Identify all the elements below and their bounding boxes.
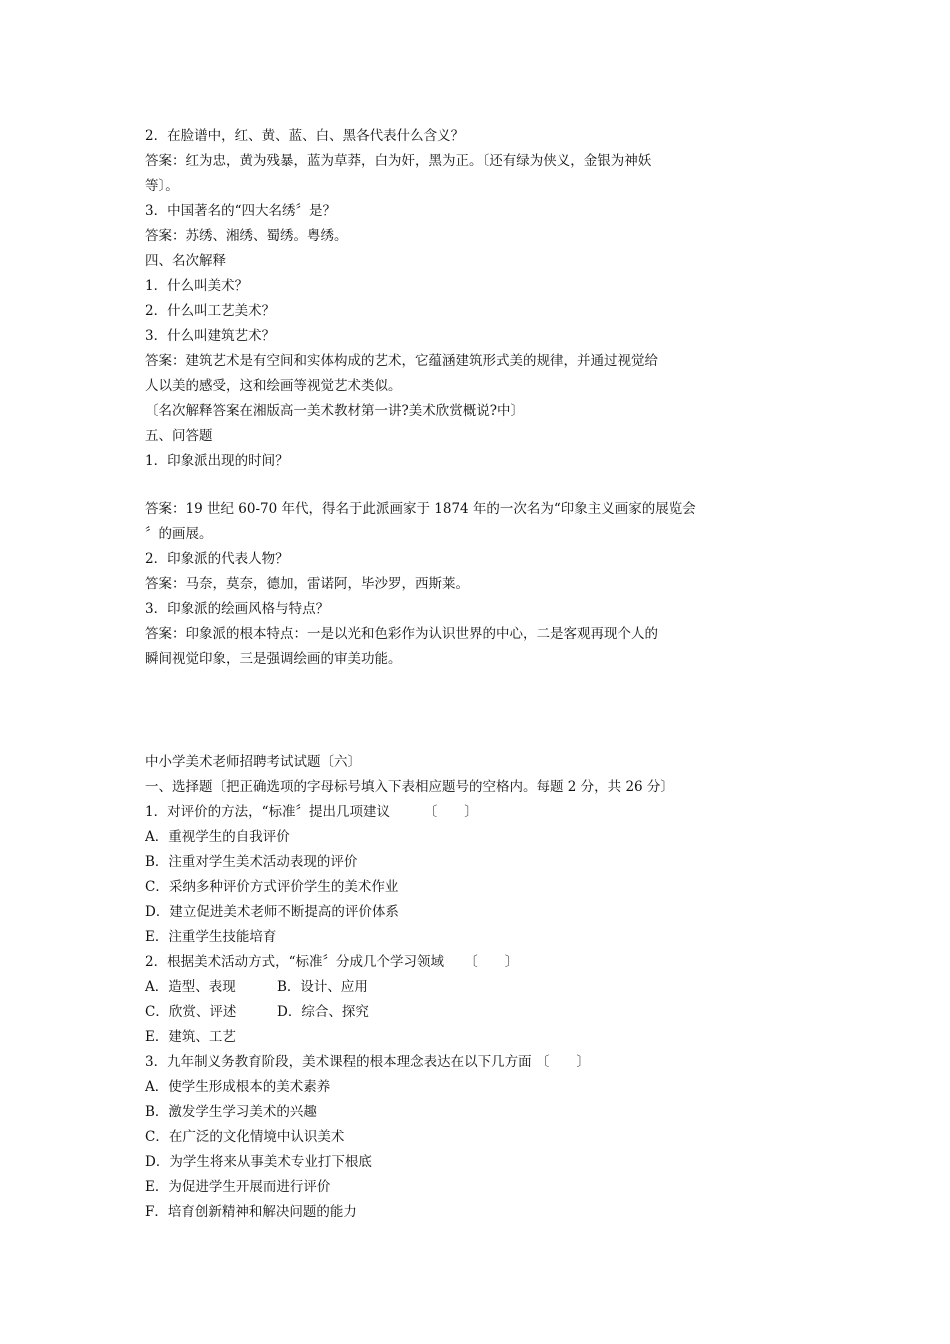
question-3: 3．中国著名的“四大名绣〞是？	[145, 203, 336, 219]
qa-question-1: 1．印象派出现的时间？	[145, 453, 289, 469]
option-item: C．欣赏、评述	[145, 1004, 237, 1020]
qa-answer-1-line-2: 〞的画展。	[145, 526, 213, 542]
option-item: E．注重学生技能培育	[145, 929, 277, 945]
option-item: B．设计、应用	[277, 979, 368, 995]
definition-question-1: 1．什么叫美术？	[145, 278, 249, 294]
definition-answer-3-line-1: 答案：建筑艺术是有空间和实体构成的艺术，它蕴涵建筑形式美的规律，并通过视觉给	[145, 353, 658, 369]
section-heading-qa: 五、问答题	[145, 428, 213, 444]
qa-question-2: 2．印象派的代表人物？	[145, 551, 289, 567]
definition-note: 〔名次解释答案在湘版高一美术教材第一讲?美术欣赏概说?中〕	[145, 403, 524, 419]
option-item: A．造型、表现	[145, 979, 236, 995]
definition-question-2: 2．什么叫工艺美术？	[145, 303, 276, 319]
option-item: E．建筑、工艺	[145, 1029, 236, 1045]
option-row	[145, 975, 745, 1000]
question-2: 2．在脸谱中，红、黄、蓝、白、黑各代表什么含义？	[145, 128, 465, 144]
document-page	[145, 124, 745, 1225]
option-item: C．采纳多种评价方式评价学生的美术作业	[145, 879, 399, 895]
qa-answer-1-line-1: 答案：19 世纪 60-70 年代，得名于此派画家于 1874 年的一次名为“印象主义画家的展览会	[145, 501, 696, 517]
qa-question-3: 3．印象派的绘画风格与特点？	[145, 601, 330, 617]
exam-question-1: 1．对评价的方法，“标准〞提出几项建议 〔 〕	[145, 804, 478, 820]
exam-title: 中小学美术老师招聘考试试题〔六〕	[145, 754, 361, 770]
answer-2-line-2: 等〕。	[145, 178, 179, 194]
qa-answer-3-line-1: 答案：印象派的根本特点：一是以光和色彩作为认识世界的中心，二是客观再现个人的	[145, 626, 658, 642]
exam-question-2: 2．根据美术活动方式，“标准〞分成几个学习领域 〔 〕	[145, 954, 519, 970]
option-item: A．重视学生的自我评价	[145, 829, 290, 845]
exam-question-3: 3．九年制义务教育阶段，美术课程的根本理念表达在以下几方面 〔 〕	[145, 1054, 590, 1070]
option-item: E．为促进学生开展而进行评价	[145, 1179, 331, 1195]
answer-3: 答案：苏绣、湘绣、蜀绣。粤绣。	[145, 228, 348, 244]
option-item: B．激发学生学习美术的兴趣	[145, 1104, 317, 1120]
definition-answer-3-line-2: 人以美的感受，这和绘画等视觉艺术类似。	[145, 378, 402, 394]
section-heading-definitions: 四、名次解释	[145, 253, 226, 269]
blank-gap-large	[145, 672, 745, 750]
qa-answer-2: 答案：马奈，莫奈，德加，雷诺阿，毕沙罗，西斯莱。	[145, 576, 469, 592]
option-item: C．在广泛的文化情境中认识美术	[145, 1129, 345, 1145]
answer-2-line-1: 答案：红为忠，黄为残暴，蓝为草莽，白为奸，黑为正。〔还有绿为侠义，金银为神妖	[145, 153, 652, 169]
qa-answer-3-line-2: 瞬间视觉印象，三是强调绘画的审美功能。	[145, 651, 402, 667]
option-item: F．培育创新精神和解决问题的能力	[145, 1204, 357, 1220]
definition-question-3: 3．什么叫建筑艺术？	[145, 328, 276, 344]
option-item: D．建立促进美术老师不断提高的评价体系	[145, 904, 399, 920]
exam-instructions: 一、选择题〔把正确选项的字母标号填入下表相应题号的空格内。每题 2 分，共 26 分〕	[145, 779, 674, 795]
blank-gap	[145, 474, 745, 497]
option-item: D．综合、探究	[277, 1004, 369, 1020]
option-row	[145, 1000, 745, 1025]
option-item: A．使学生形成根本的美术素养	[145, 1079, 331, 1095]
option-item: B．注重对学生美术活动表现的评价	[145, 854, 358, 870]
option-item: D．为学生将来从事美术专业打下根底	[145, 1154, 372, 1170]
